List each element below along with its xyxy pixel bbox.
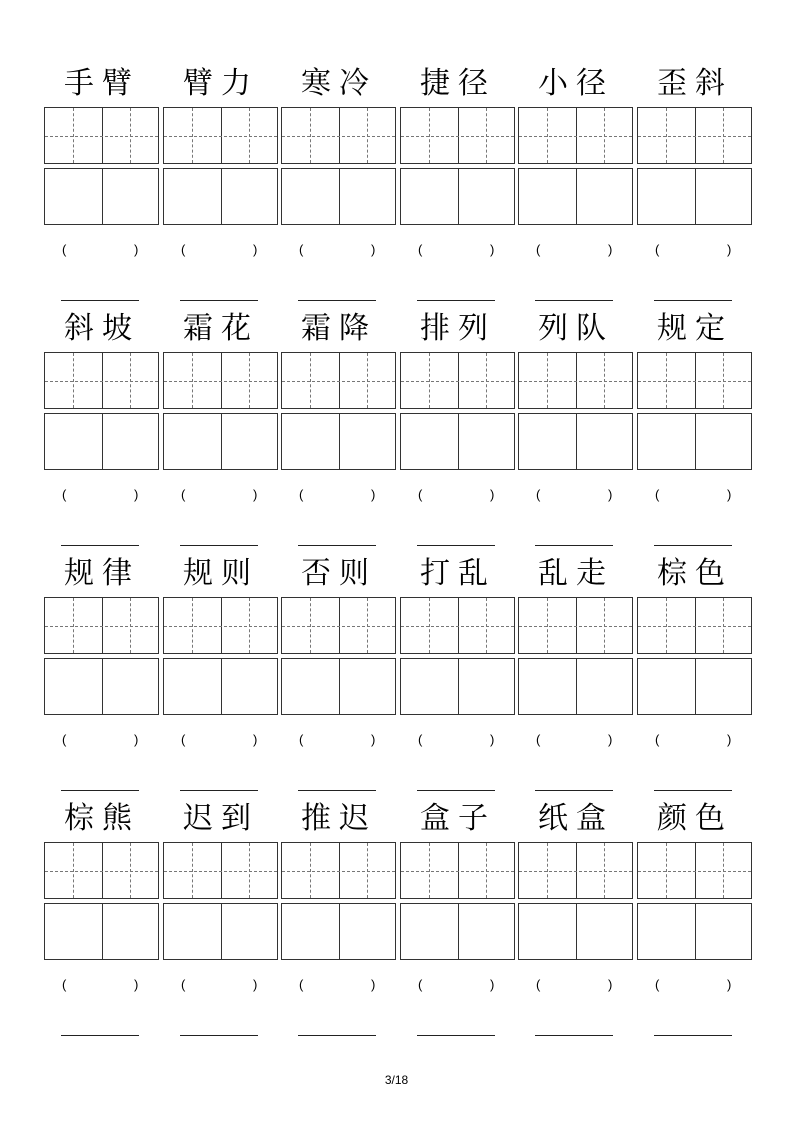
paren-close: ) (727, 242, 732, 257)
paren-close: ) (608, 487, 613, 502)
writing-grid[interactable] (281, 413, 396, 470)
tianzige-grid[interactable] (400, 842, 515, 899)
paren-open: ( (62, 977, 67, 992)
word-text: 寒冷 (301, 66, 377, 101)
writing-grid[interactable] (400, 658, 515, 715)
answer-line[interactable] (417, 1035, 495, 1036)
writing-grid[interactable] (518, 168, 633, 225)
paren-open: ( (299, 242, 304, 257)
paren-open: ( (536, 732, 541, 747)
writing-grid[interactable] (44, 903, 159, 960)
tianzige-grid[interactable] (281, 352, 396, 409)
writing-grid[interactable] (400, 413, 515, 470)
word-text: 纸盒 (538, 801, 614, 836)
answer-line[interactable] (298, 790, 376, 791)
paren-open: ( (299, 487, 304, 502)
word-text: 斜坡 (64, 311, 140, 346)
word-text: 规律 (64, 556, 140, 591)
word-text: 棕色 (657, 556, 733, 591)
tianzige-grid[interactable] (518, 352, 633, 409)
answer-line[interactable] (535, 545, 613, 546)
answer-line[interactable] (61, 300, 139, 301)
word-text: 歪斜 (657, 66, 733, 101)
word-text: 颜色 (657, 801, 733, 836)
tianzige-grid[interactable] (637, 597, 752, 654)
paren-close: ) (134, 732, 139, 747)
answer-line[interactable] (535, 790, 613, 791)
paren-open: ( (181, 242, 186, 257)
paren-close: ) (253, 487, 258, 502)
word-text: 规则 (183, 556, 259, 591)
answer-line[interactable] (298, 545, 376, 546)
paren-open: ( (536, 977, 541, 992)
paren-close: ) (608, 732, 613, 747)
answer-line[interactable] (180, 1035, 258, 1036)
word-text: 盒子 (420, 801, 496, 836)
writing-grid[interactable] (44, 168, 159, 225)
tianzige-grid[interactable] (637, 107, 752, 164)
writing-grid[interactable] (163, 658, 278, 715)
writing-grid[interactable] (518, 658, 633, 715)
paren-open: ( (655, 732, 660, 747)
tianzige-grid[interactable] (281, 107, 396, 164)
writing-grid[interactable] (518, 413, 633, 470)
answer-line[interactable] (180, 300, 258, 301)
answer-line[interactable] (298, 300, 376, 301)
tianzige-grid[interactable] (518, 107, 633, 164)
word-text: 推迟 (301, 801, 377, 836)
paren-open: ( (62, 487, 67, 502)
paren-open: ( (655, 487, 660, 502)
writing-grid[interactable] (400, 168, 515, 225)
tianzige-grid[interactable] (400, 107, 515, 164)
word-text: 打乱 (420, 556, 496, 591)
word-text: 乱走 (538, 556, 614, 591)
tianzige-grid[interactable] (637, 842, 752, 899)
paren-close: ) (490, 242, 495, 257)
paren-close: ) (608, 242, 613, 257)
paren-close: ) (727, 487, 732, 502)
answer-line[interactable] (654, 300, 732, 301)
answer-line[interactable] (654, 1035, 732, 1036)
word-text: 否则 (301, 556, 377, 591)
paren-open: ( (181, 487, 186, 502)
tianzige-grid[interactable] (400, 597, 515, 654)
writing-grid[interactable] (637, 903, 752, 960)
answer-line[interactable] (654, 545, 732, 546)
paren-close: ) (490, 487, 495, 502)
writing-grid[interactable] (163, 903, 278, 960)
paren-open: ( (62, 242, 67, 257)
word-text: 迟到 (183, 801, 259, 836)
word-text: 捷径 (420, 66, 496, 101)
tianzige-grid[interactable] (163, 597, 278, 654)
answer-line[interactable] (535, 300, 613, 301)
word-text: 霜降 (301, 311, 377, 346)
word-text: 臂力 (183, 66, 259, 101)
answer-line[interactable] (298, 1035, 376, 1036)
writing-grid[interactable] (163, 168, 278, 225)
tianzige-grid[interactable] (44, 597, 159, 654)
writing-grid[interactable] (637, 413, 752, 470)
answer-line[interactable] (417, 790, 495, 791)
tianzige-grid[interactable] (163, 842, 278, 899)
paren-open: ( (418, 732, 423, 747)
tianzige-grid[interactable] (518, 842, 633, 899)
paren-open: ( (418, 487, 423, 502)
writing-grid[interactable] (400, 903, 515, 960)
tianzige-grid[interactable] (281, 597, 396, 654)
paren-open: ( (299, 732, 304, 747)
paren-open: ( (655, 977, 660, 992)
answer-line[interactable] (535, 1035, 613, 1036)
paren-close: ) (727, 977, 732, 992)
paren-open: ( (299, 977, 304, 992)
writing-grid[interactable] (44, 413, 159, 470)
tianzige-grid[interactable] (44, 107, 159, 164)
paren-close: ) (608, 977, 613, 992)
writing-grid[interactable] (637, 168, 752, 225)
paren-close: ) (371, 242, 376, 257)
paren-close: ) (490, 732, 495, 747)
writing-grid[interactable] (281, 658, 396, 715)
tianzige-grid[interactable] (518, 597, 633, 654)
paren-close: ) (371, 487, 376, 502)
paren-open: ( (536, 487, 541, 502)
writing-grid[interactable] (44, 658, 159, 715)
paren-open: ( (418, 977, 423, 992)
paren-close: ) (134, 977, 139, 992)
paren-close: ) (253, 242, 258, 257)
paren-open: ( (181, 977, 186, 992)
writing-grid[interactable] (518, 903, 633, 960)
tianzige-grid[interactable] (163, 107, 278, 164)
paren-open: ( (418, 242, 423, 257)
paren-open: ( (655, 242, 660, 257)
answer-line[interactable] (61, 790, 139, 791)
answer-line[interactable] (180, 545, 258, 546)
paren-close: ) (253, 977, 258, 992)
page-number: 3/18 (384, 1073, 409, 1087)
word-text: 小径 (538, 66, 614, 101)
answer-line[interactable] (61, 545, 139, 546)
tianzige-grid[interactable] (637, 352, 752, 409)
word-text: 棕熊 (64, 801, 140, 836)
answer-line[interactable] (417, 300, 495, 301)
writing-grid[interactable] (637, 658, 752, 715)
paren-close: ) (727, 732, 732, 747)
word-text: 列队 (538, 311, 614, 346)
paren-open: ( (536, 242, 541, 257)
word-text: 手臂 (64, 66, 140, 101)
answer-line[interactable] (180, 790, 258, 791)
writing-grid[interactable] (281, 903, 396, 960)
paren-close: ) (253, 732, 258, 747)
paren-open: ( (181, 732, 186, 747)
paren-close: ) (371, 732, 376, 747)
paren-close: ) (371, 977, 376, 992)
paren-open: ( (62, 732, 67, 747)
word-text: 排列 (420, 311, 496, 346)
tianzige-grid[interactable] (281, 842, 396, 899)
tianzige-grid[interactable] (44, 352, 159, 409)
writing-grid[interactable] (163, 413, 278, 470)
answer-line[interactable] (654, 790, 732, 791)
answer-line[interactable] (417, 545, 495, 546)
writing-grid[interactable] (281, 168, 396, 225)
paren-close: ) (134, 487, 139, 502)
paren-close: ) (490, 977, 495, 992)
answer-line[interactable] (61, 1035, 139, 1036)
word-text: 规定 (657, 311, 733, 346)
tianzige-grid[interactable] (400, 352, 515, 409)
paren-close: ) (134, 242, 139, 257)
tianzige-grid[interactable] (163, 352, 278, 409)
word-text: 霜花 (183, 311, 259, 346)
tianzige-grid[interactable] (44, 842, 159, 899)
